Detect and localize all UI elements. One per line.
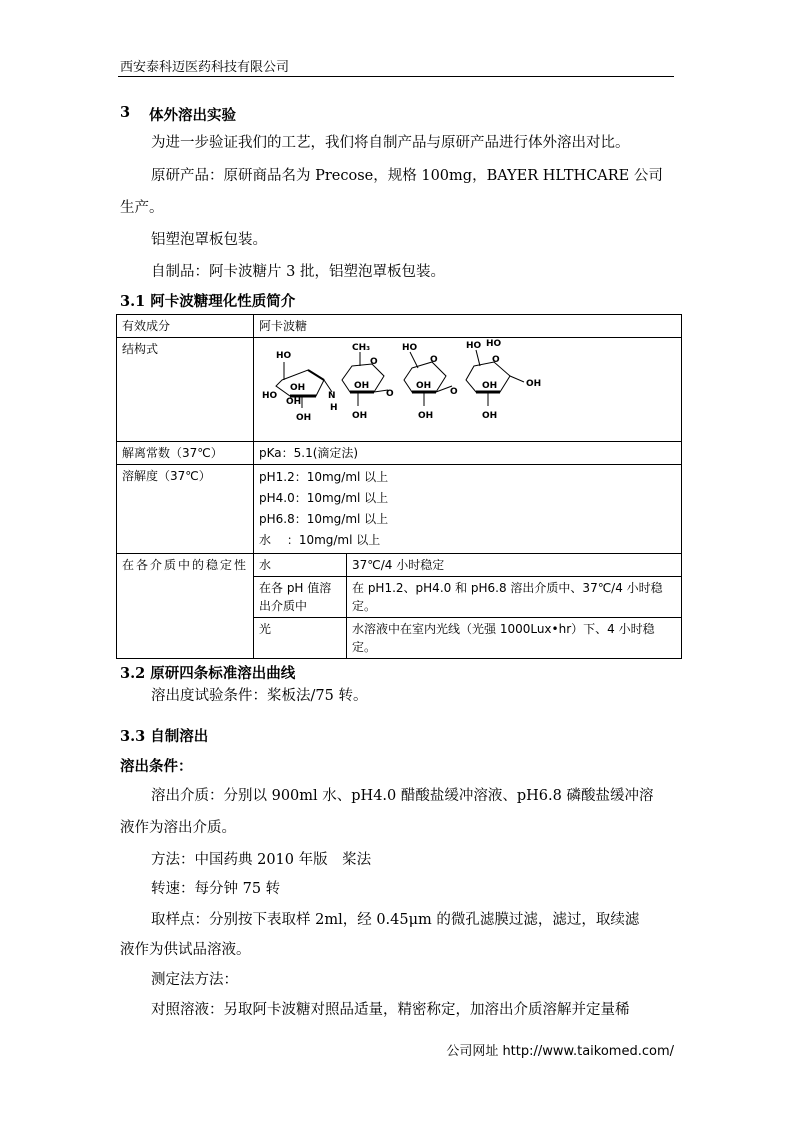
sampling-line2: 液作为供试品溶液。 <box>120 942 251 958</box>
label-oh: OH <box>482 411 498 421</box>
table-row <box>117 315 682 338</box>
method-text: 方法：中国药典 2010 年版 桨法 <box>151 852 372 868</box>
section-3-3-heading: 3.3 自制溶出 <box>120 728 209 745</box>
stability-water: 37℃/4 小时稳定 <box>347 554 682 577</box>
section-3-2-heading: 3.2 原研四条标准溶出曲线 <box>120 665 296 682</box>
company-header: 西安泰科迈医药科技有限公司 <box>120 60 290 75</box>
solubility-ph68: pH6.8：10mg/ml 以上 <box>259 512 389 526</box>
sampling-line1: 取样点：分别按下表取样 2ml，经 0.45μm 的微孔滤膜过滤，滤过，取续滤 <box>151 912 640 928</box>
footer-url: 公司网址 http://www.taikomed.com/ <box>446 1044 674 1059</box>
label-structure: 结构式 <box>117 338 254 442</box>
label-oh: OH <box>418 411 434 421</box>
value-dissociation: pKa：5.1(滴定法) <box>254 442 682 465</box>
section-3-number: 3 <box>120 104 131 121</box>
label-o: O <box>450 387 458 397</box>
original-product-line2: 生产。 <box>120 200 164 216</box>
label-stability: 在各介质中的稳定性 <box>117 554 254 659</box>
table-row <box>117 465 682 554</box>
label-oh: OH <box>290 383 306 393</box>
medium-ph: 在各 pH 值溶出介质中 <box>254 577 347 618</box>
properties-table <box>116 314 682 659</box>
label-ho: HO <box>402 343 418 353</box>
table-row <box>117 338 682 442</box>
label-n: N <box>328 391 336 401</box>
solubility-ph12: pH1.2：10mg/ml 以上 <box>259 470 389 484</box>
label-o: O <box>492 355 500 365</box>
medium-light: 光 <box>254 618 347 659</box>
label-active-ingredient: 有效成分 <box>117 315 254 338</box>
intro-paragraph: 为进一步验证我们的工艺，我们将自制产品与原研产品进行体外溶出对比。 <box>151 135 630 151</box>
label-dissociation: 解离常数（37℃） <box>117 442 254 465</box>
section-3-1-heading: 3.1 阿卡波糖理化性质简介 <box>120 293 296 310</box>
label-oh: OH <box>286 397 302 407</box>
label-oh: OH <box>296 413 312 423</box>
label-oh: OH <box>482 381 498 391</box>
label-oh: OH <box>352 411 368 421</box>
label-o: O <box>430 355 438 365</box>
medium-water: 水 <box>254 554 347 577</box>
acarbose-structure-diagram <box>262 338 572 438</box>
label-oh: OH <box>354 381 370 391</box>
label-o: O <box>370 357 378 367</box>
self-made-text: 自制品：阿卡波糖片 3 批，铝塑泡罩板包装。 <box>151 264 445 280</box>
label-ho: HO <box>466 341 482 351</box>
label-ho: HO <box>486 339 502 349</box>
assay-method: 测定法方法： <box>151 972 238 988</box>
original-product-line1: 原研产品：原研商品名为 Precose，规格 100mg，BAYER HLTHCARE 公司 <box>151 168 663 184</box>
medium-line2: 液作为溶出介质。 <box>120 820 236 836</box>
packaging-text: 铝塑泡罩板包装。 <box>151 232 267 248</box>
label-oh: OH <box>526 379 542 389</box>
label-oh: OH <box>416 381 432 391</box>
label-solubility: 溶解度（37℃） <box>117 465 254 554</box>
reference-solution: 对照溶液：另取阿卡波糖对照品适量，精密称定，加溶出介质溶解并定量稀 <box>151 1002 630 1018</box>
header-divider <box>118 76 674 77</box>
label-ho: HO <box>276 351 292 361</box>
stability-light: 水溶液中在室内光线（光强 1000Lux•hr）下、4 小时稳定。 <box>347 618 682 659</box>
label-ch3: CH₃ <box>352 343 371 353</box>
dissolution-conditions-label: 溶出条件： <box>120 758 193 775</box>
table-row <box>117 442 682 465</box>
section-3-heading: 体外溶出实验 <box>149 107 236 124</box>
table-row <box>117 554 682 577</box>
value-active-ingredient: 阿卡波糖 <box>254 315 682 338</box>
speed-text: 转速：每分钟 75 转 <box>151 881 281 897</box>
dissolution-condition: 溶出度试验条件：桨板法/75 转。 <box>151 688 368 704</box>
label-h: H <box>330 403 338 413</box>
stability-ph: 在 pH1.2、pH4.0 和 pH6.8 溶出介质中、37℃/4 小时稳定。 <box>347 577 682 618</box>
solubility-water: 水 ：10mg/ml 以上 <box>259 533 381 547</box>
value-solubility <box>254 465 682 554</box>
label-o: O <box>386 389 394 399</box>
solubility-ph40: pH4.0：10mg/ml 以上 <box>259 491 389 505</box>
structure-cell <box>254 338 682 442</box>
label-ho: HO <box>262 391 278 401</box>
medium-line1: 溶出介质：分别以 900ml 水、pH4.0 醋酸盐缓冲溶液、pH6.8 磷酸盐缓冲溶 <box>151 788 654 804</box>
